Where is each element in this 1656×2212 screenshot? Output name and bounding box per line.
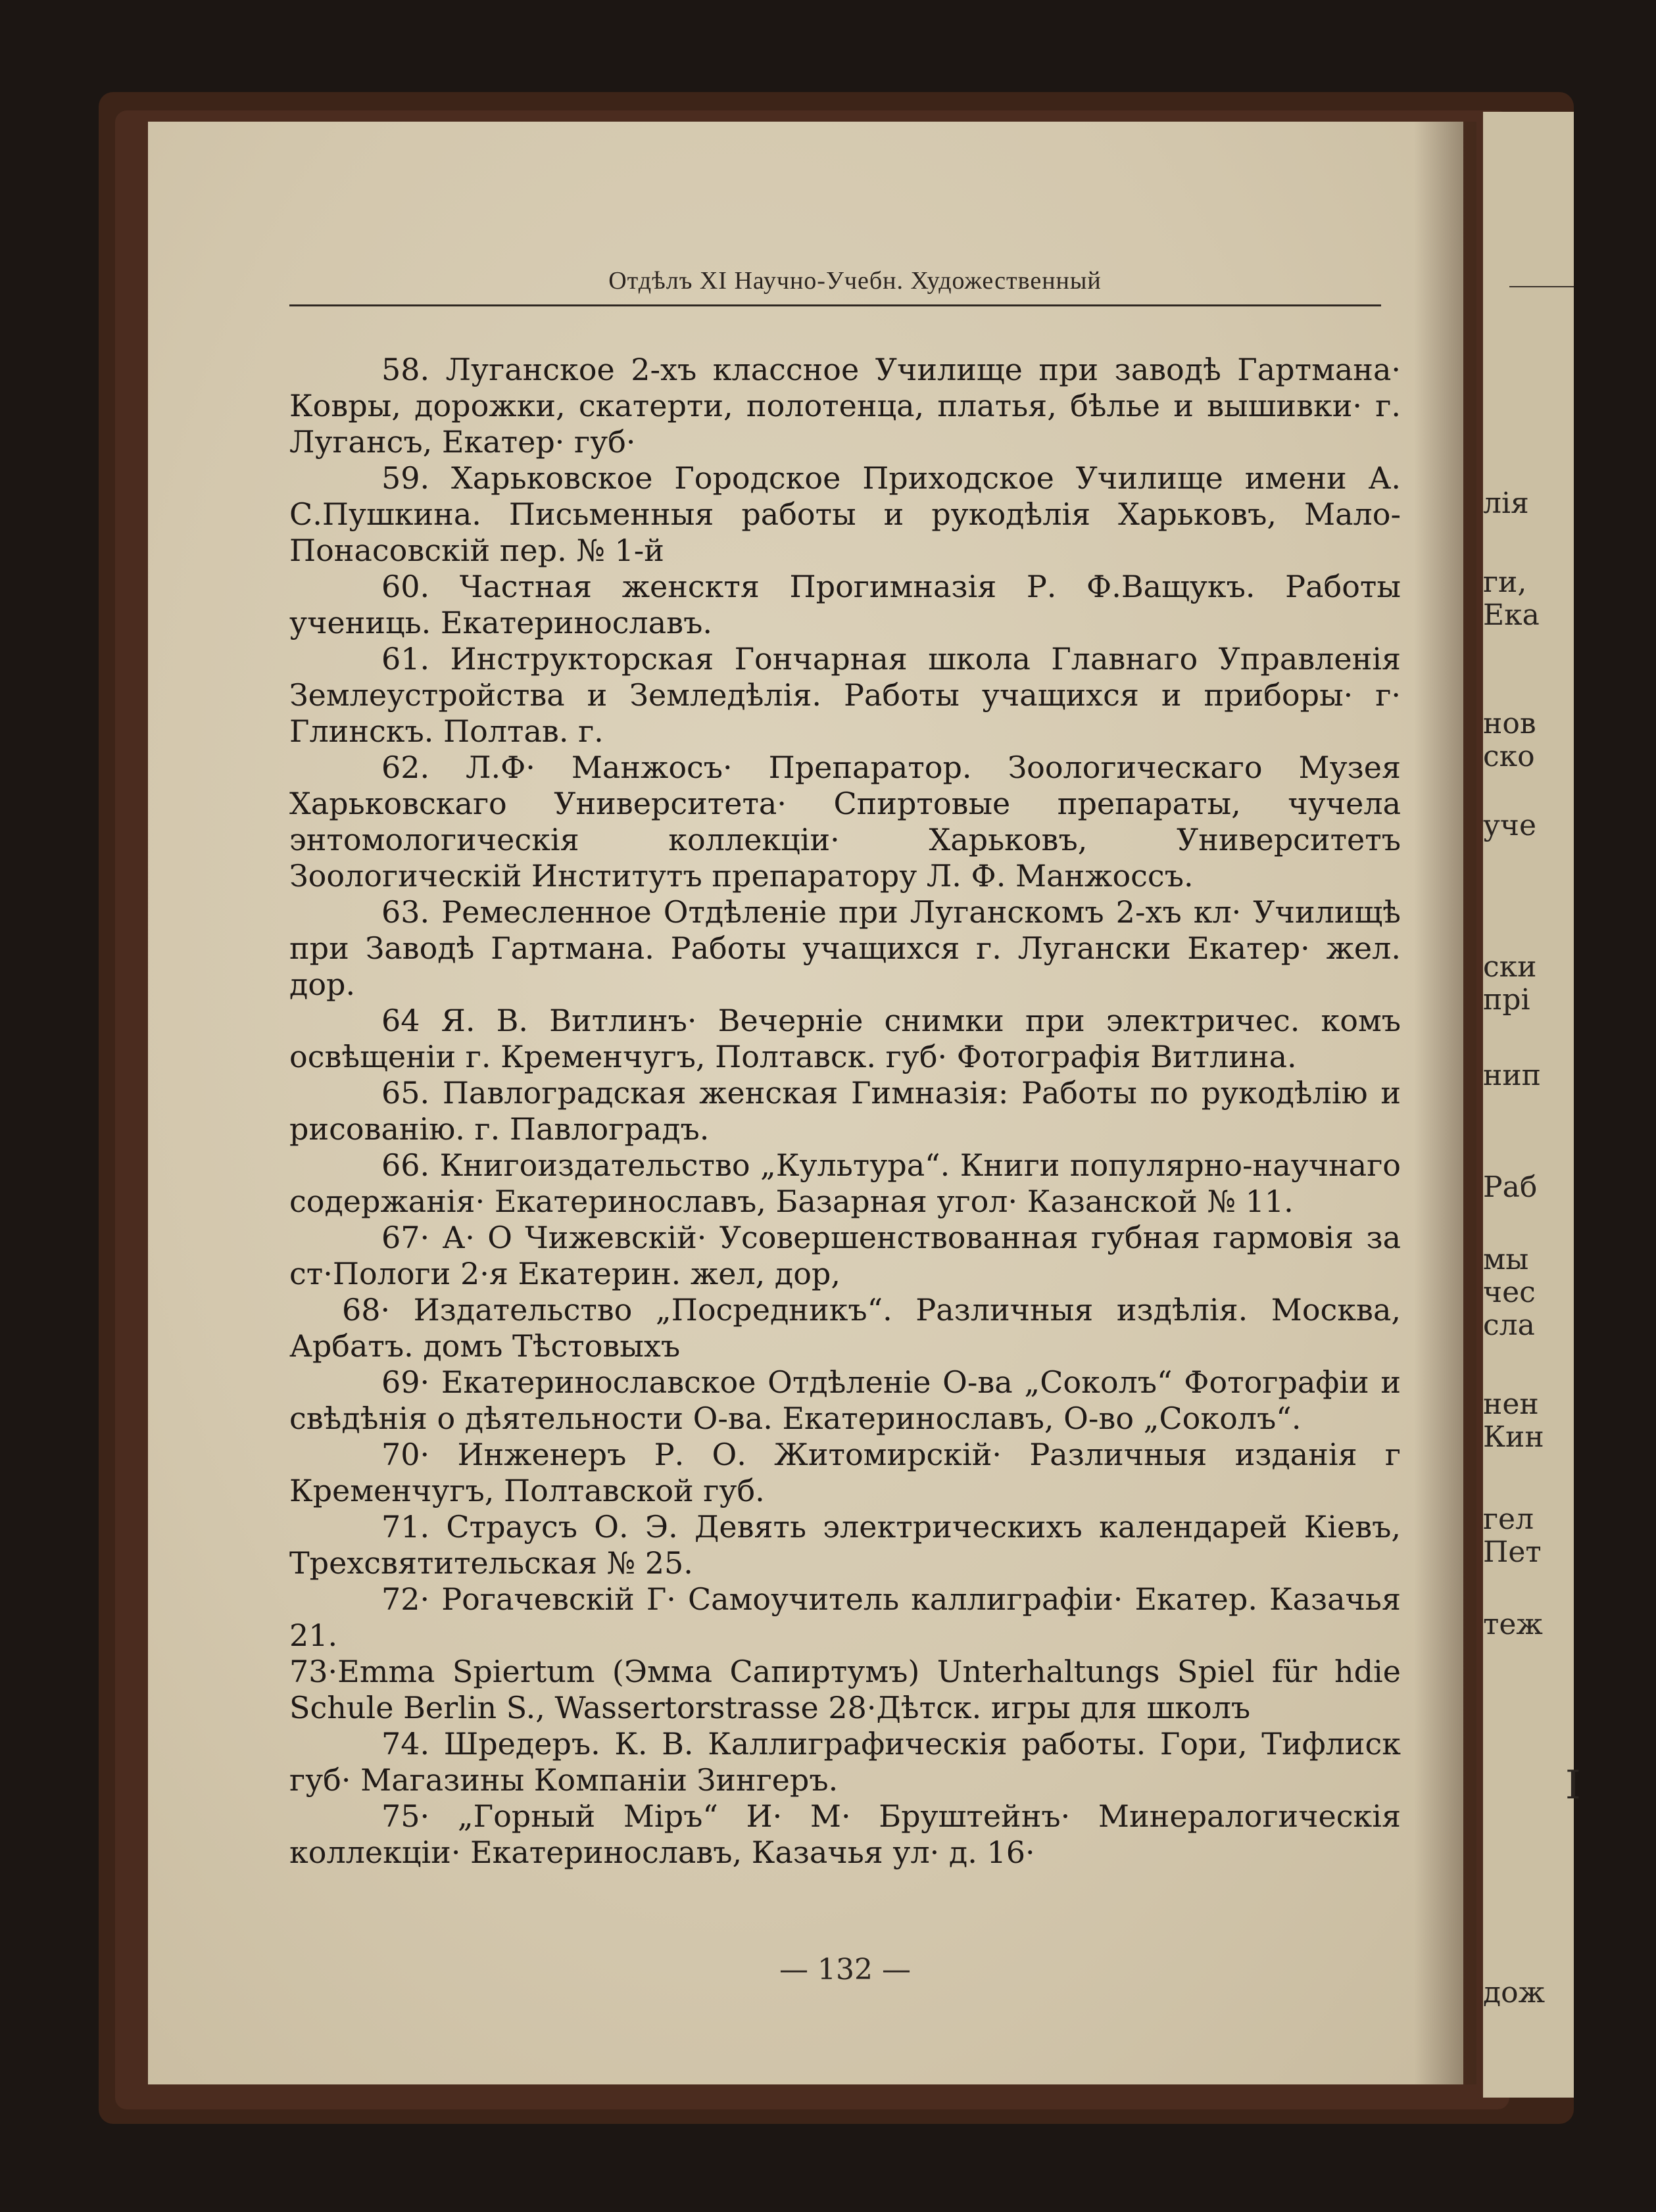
catalog-entry: 66. Книгоиздательство „Культура“. Книги популярно-научнаго содержанія· Екатеринославъ, Базарная угол· Казанской № 11. [289, 1147, 1401, 1219]
catalog-entry: 69· Екатеринославское Отдѣленіе О-ва „Соколъ“ Фотографіи и свѣдѣнія о дѣятельности О-ва. Екатеринославъ, О-во „Соколъ“. [289, 1364, 1401, 1436]
catalog-entry: 67· А· О Чижевскій· Усовершенствованная губная гармовія за ст·Пологи 2·я Екатерин. жел, дор, [289, 1220, 1401, 1291]
catalog-entry: 68· Издательство „Посредникъ“. Различныя издѣлія. Москва, Арбатъ. домъ Тѣстовыхъ [289, 1292, 1401, 1364]
catalog-entry: 72· Рогачевскій Г· Самоучитель каллиграфіи· Екатер. Казачья 21. [289, 1581, 1401, 1653]
next-page-text: чес [1483, 1276, 1536, 1309]
header-rule [289, 304, 1381, 306]
catalog-entry: 63. Ремесленное Отдѣленіе при Луганскомъ 2-хъ кл· Училищѣ при Заводѣ Гартмана. Работы учащихся г. Лугански Екатер· жел. дор. [289, 894, 1401, 1002]
next-page-text: уче [1483, 809, 1537, 842]
next-page-text: нен [1483, 1387, 1539, 1421]
next-page-text: нов [1483, 707, 1536, 740]
catalog-entry: 73·Emma Spiertum (Эмма Сапиртумъ) Unterhaltungs Spiel für hdie Schule Berlin S., Wassertorstrasse 28·Дѣтск. игры для школъ [289, 1654, 1401, 1725]
next-page-text: Кин [1483, 1420, 1544, 1454]
catalog-entry: 71. Страусъ О. Э. Девять электрическихъ календарей Кіевъ, Трехсвятительская № 25. [289, 1509, 1401, 1581]
next-page-text: нип [1483, 1059, 1541, 1092]
catalog-entry: 65. Павлоградская женская Гимназія: Работы по рукодѣлію и рисованію. г. Павлоградъ. [289, 1075, 1401, 1147]
page-number: — 132 — [779, 1953, 911, 1986]
next-page-text: Ека [1483, 598, 1540, 632]
page-body [289, 352, 1401, 1871]
next-page-text: Пет [1483, 1535, 1542, 1569]
catalog-entry: 70· Инженеръ Р. О. Житомирскій· Различныя изданія г Кременчугъ, Полтавской губ. [289, 1437, 1401, 1508]
next-page-text: прі [1483, 983, 1530, 1017]
catalog-entry: 74. Шредеръ. К. В. Каллиграфическія работы. Гори, Тифлиск губ· Магазины Компаніи Зингеръ. [289, 1726, 1401, 1798]
catalog-entry: 59. Харьковское Городское Приходское Училище имени А. С.Пушкина. Письменныя работы и рукодѣлія Харьковъ, Мало-Понасовскій пер. № 1-й [289, 460, 1401, 568]
catalog-entry: 60. Частная женсктя Прогимназія Р. Ф.Ващукъ. Работы учениць. Екатеринославъ. [289, 569, 1401, 640]
next-page-text: мы [1483, 1243, 1529, 1276]
catalog-entry: 64 Я. В. Витлинъ· Вечерніе снимки при электричес. комъ освѣщеніи г. Кременчугъ, Полтавск. губ· Фотографія Витлина. [289, 1003, 1401, 1074]
page-gutter-shadow [1414, 122, 1476, 2084]
next-page-header-rule [1509, 286, 1574, 287]
next-page-text: гел [1483, 1503, 1534, 1536]
next-page-fragment [1483, 112, 1581, 2098]
next-page-text: ско [1483, 740, 1535, 773]
next-page-text: теж [1483, 1608, 1543, 1641]
catalog-entry: 75· „Горный Міръ“ И· М· Бруштейнъ· Минералогическія коллекціи· Екатеринославъ, Казачья ул· д. 16· [289, 1798, 1401, 1870]
section-title: Отдѣлъ XI Научно-Учебн. Художественный [608, 267, 1102, 295]
next-page-text: ски [1483, 950, 1537, 984]
next-page-text: лія [1483, 487, 1529, 520]
next-page-text: дож [1483, 1976, 1546, 2009]
next-page-text: І [1565, 1762, 1581, 1808]
next-page-text: ги, [1483, 565, 1527, 599]
next-page-text: сла [1483, 1309, 1535, 1342]
catalog-entry: 58. Луганское 2-хъ классное Училище при заводѣ Гартмана· Ковры, дорожки, скатерти, полотенца, платья, бѣлье и вышивки· г. Лугансъ, Екатер· губ· [289, 352, 1401, 460]
catalog-entry: 62. Л.Ф· Манжосъ· Препаратор. Зоологическаго Музея Харьковскаго Университета· Спиртовые препараты, чучела энтомологическія коллекціи· Харьковъ, Университетъ Зоологическій Институтъ препаратору Л. Ф. Манжоссъ. [289, 750, 1401, 894]
next-page-text: Раб [1483, 1170, 1538, 1204]
running-header [289, 266, 1421, 307]
catalog-entry: 61. Инструкторская Гончарная школа Главнаго Управленія Землеустройства и Земледѣлія. Работы учащихся и приборы· г· Глинскъ. Полтав. г. [289, 641, 1401, 749]
